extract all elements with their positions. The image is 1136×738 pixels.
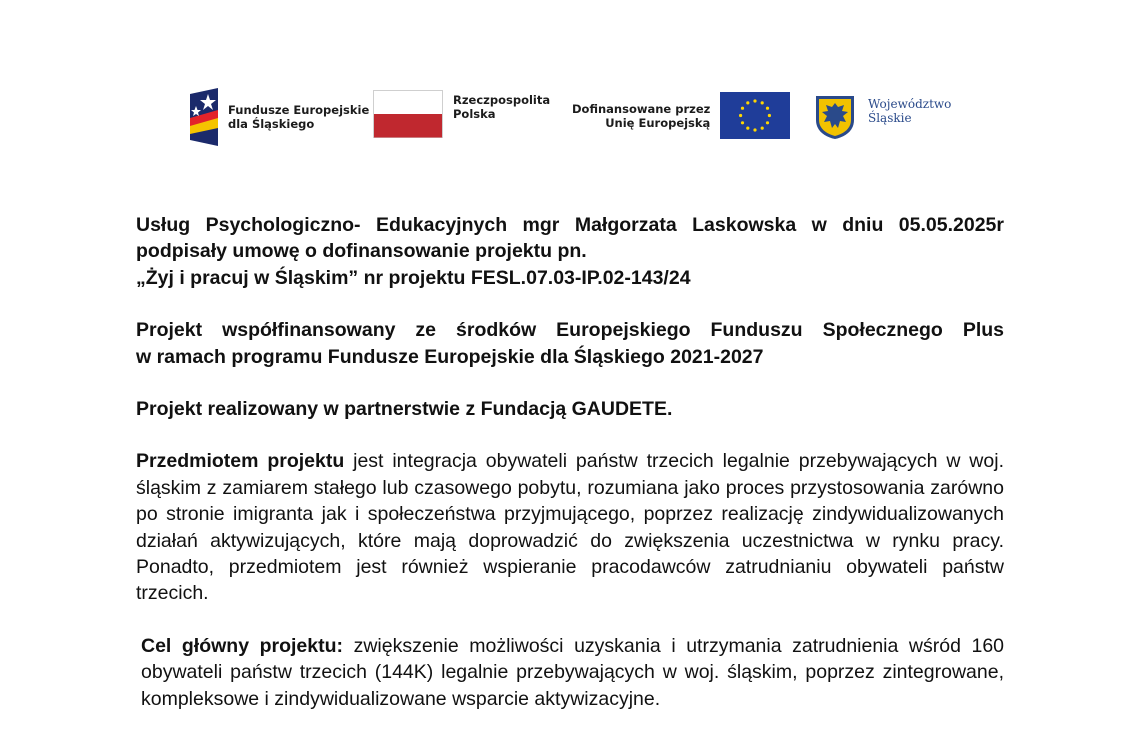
subject-lead: Przedmiotem projektu bbox=[136, 450, 345, 473]
partnership-paragraph: Projekt realizowany w partnerstwie z Fundacją GAUDETE. bbox=[136, 398, 673, 421]
logo-strip bbox=[0, 0, 1136, 170]
fundusze-europejskie-label bbox=[228, 103, 369, 131]
rzeczpospolita-polska-line1: Rzeczpospolita bbox=[453, 93, 551, 107]
document-body bbox=[136, 212, 1004, 738]
eu-flag-icon bbox=[720, 92, 790, 139]
goal-lead: Cel główny projektu: bbox=[141, 634, 344, 657]
unia-europejska-label bbox=[572, 102, 710, 130]
goal-paragraph bbox=[136, 633, 1004, 712]
subject-text: jest integracja obywateli państw trzecich legalnie przebywających w woj. śląskim z zamiarem stałego lub czasowego pobytu, rozumiana jako proces przystosowania zarówno po stronie imigranta jak i społeczeństwa przyjmującego, poprzez realizację zindywidualizowanych działań aktywizujących, które mają doprowadzić do zwiększenia uczestnictwa w rynku pracy. Ponadto, przedmiotem jest również wspieranie pracodawców zatrudnianiu obywateli państw trzecich. bbox=[136, 450, 1004, 605]
subject-paragraph bbox=[136, 448, 1004, 606]
wojewodztwo-slaskie-label bbox=[868, 97, 951, 125]
wojewodztwo-slaskie-line2: Śląskie bbox=[868, 111, 912, 125]
polish-flag-icon bbox=[373, 90, 443, 138]
intro-paragraph bbox=[136, 212, 1004, 291]
wojewodztwo-slaskie-logo bbox=[814, 94, 951, 140]
wojewodztwo-slaskie-line1: Województwo bbox=[868, 97, 952, 111]
cofinance-paragraph bbox=[136, 317, 1004, 370]
unia-europejska-line1: Dofinansowane przez bbox=[572, 101, 711, 116]
intro-line1: Usług Psychologiczno- Edukacyjnych mgr Małgorzata Laskowska w dniu 05.05.2025r bbox=[136, 214, 1004, 236]
cofinance-line1: Projekt współfinansowany ze środków Europejskiego Funduszu Społecznego Plus bbox=[136, 319, 1004, 342]
silesian-eagle-crest-icon bbox=[814, 94, 856, 140]
rzeczpospolita-polska-logo bbox=[373, 90, 550, 138]
unia-europejska-line2: Unię Europejską bbox=[605, 115, 711, 130]
rzeczpospolita-polska-label bbox=[453, 93, 550, 121]
intro-line2: podpisały umowę o dofinansowanie projektu pn. bbox=[136, 240, 587, 263]
goal-text: zwiększenie możliwości uzyskania i utrzymania zatrudnienia wśród 160 obywateli państw trzecich (144K) legalnie przebywających w woj. śląskim, poprzez zintegrowane, kompleksowe i zindywidualizowane wsparcie aktywizacyjne. bbox=[141, 634, 1005, 710]
intro-line3: „Żyj i pracuj w Śląskim” nr projektu FESL.07.03-IP.02-143/24 bbox=[136, 266, 691, 289]
fundusze-europejskie-logo bbox=[188, 88, 369, 146]
fundusze-europejskie-line1: Fundusze Europejskie bbox=[228, 103, 370, 117]
unia-europejska-logo bbox=[572, 92, 790, 139]
fundusze-europejskie-line2: dla Śląskiego bbox=[228, 117, 315, 131]
rzeczpospolita-polska-line2: Polska bbox=[453, 107, 496, 121]
fundusze-europejskie-icon bbox=[188, 88, 220, 146]
cofinance-line2: w ramach programu Fundusze Europejskie dla Śląskiego 2021-2027 bbox=[136, 345, 764, 368]
